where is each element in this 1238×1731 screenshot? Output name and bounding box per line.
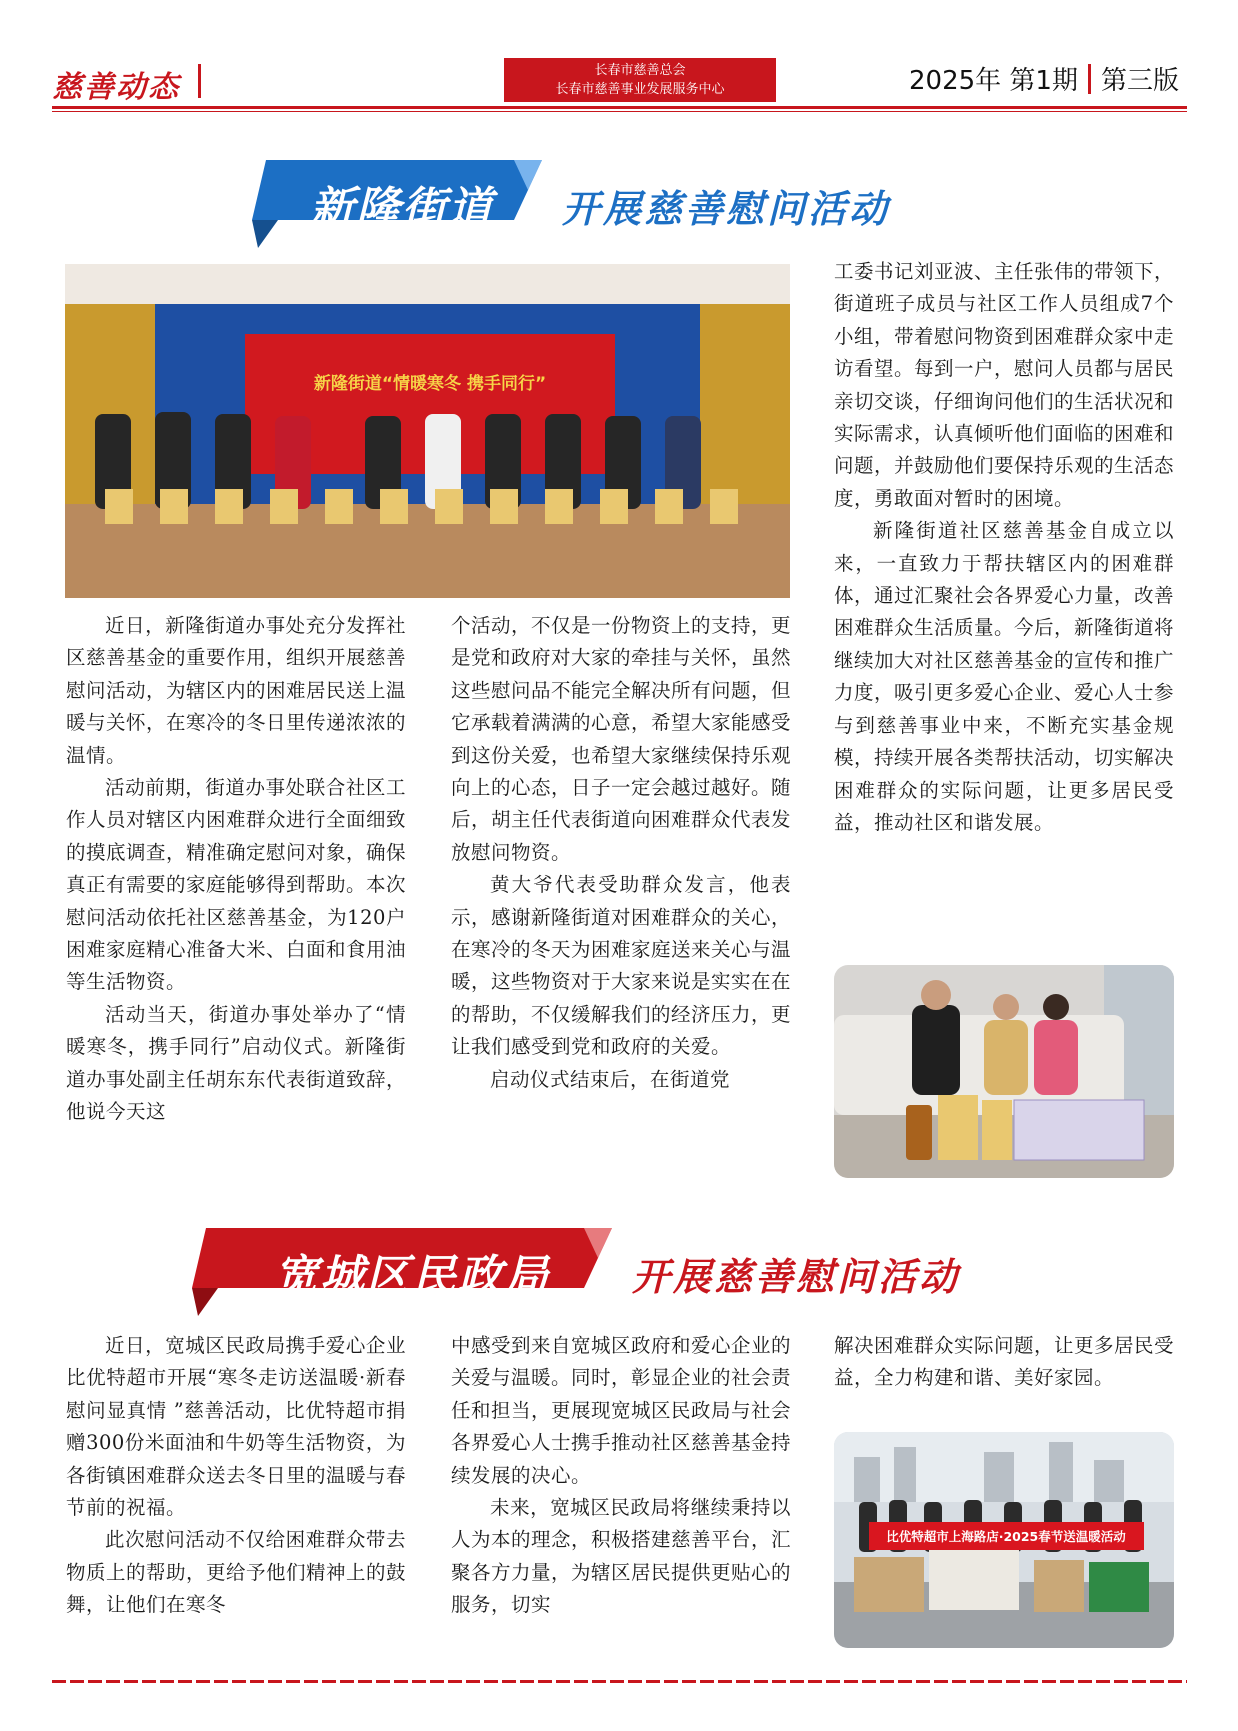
- ceremony-photo: [65, 264, 790, 598]
- stage-banner-text: 新隆街道“情暖寒冬 携手同行”: [313, 374, 547, 394]
- header-rule-thin: [52, 111, 1187, 112]
- paragraph: 黄大爷代表受助群众发言，他表示，感谢新隆街道对困难群众的关心，在寒冷的冬天为困难家庭送来关心与温暖，这些物资对于大家来说是实实在在的帮助，不仅缓解我们的经济压力，更让我们感受到党和政府的关爱。: [451, 873, 792, 1059]
- paragraph: 近日，宽城区民政局携手爱心企业比优特超市开展“寒冬走访送温暖·新春慰问显真情 ”慈善活动，比优特超市捐赠300份米面油和牛奶等生活物资，为各街镇困难群众送去冬日里的温暖与春节前的祝福。: [66, 1334, 407, 1520]
- paragraph-continued: 个活动，不仅是一份物资上的支持，更是党和政府对大家的牵挂与关怀，虽然这些慰问品不能完全解决所有问题，但它承载着满满的心意，希望大家能感受到这份关爱，也希望大家继续保持乐观向上的心态，日子一定会越过越好。随后，胡主任代表街道向困难群众代表发放慰问物资。: [451, 614, 792, 864]
- org-line-2: 长春市慈善事业发展服务中心: [555, 82, 725, 97]
- article1-column-1: [66, 610, 406, 1129]
- paragraph: 活动当天，街道办事处举办了“情暖寒冬，携手同行”启动仪式。新隆街道办事处副主任胡东东代表街道致辞，他说今天这: [66, 1002, 407, 1124]
- paragraph-continued: 解决困难群众实际问题，让更多居民受益，全力构建和谐、美好家园。: [834, 1334, 1175, 1390]
- paragraph: 未来，宽城区民政局将继续秉持以人为本的理念，积极搭建慈善平台，汇聚各方力量，为辖区居民提供更贴心的服务，切实: [451, 1496, 792, 1617]
- footer-rule: [52, 1680, 1187, 1683]
- edition-label: 第三版: [1100, 66, 1179, 96]
- article1-column-3: [834, 256, 1174, 839]
- paragraph: 活动前期，街道办事处联合社区工作人员对辖区内困难群众进行全面细致的摸底调查，精准确定慰问对象，确保真正有需要的家庭能够得到帮助。本次慰问活动依托社区慈善基金，为120户困难家庭精心准备大米、白面和食用油等生活物资。: [66, 776, 407, 994]
- masthead: [52, 58, 1187, 105]
- paragraph: 近日，新隆街道办事处充分发挥社区慈善基金的重要作用，组织开展慈善慰问活动，为辖区内的困难居民送上温暖与关怀，在寒冷的冬日里传递浓浓的温情。: [66, 614, 407, 767]
- article1-title: [252, 160, 1012, 250]
- org-line-1: 长春市慈善总会: [594, 63, 686, 78]
- home-visit-photo: [834, 965, 1174, 1178]
- article1-title-highlight: 新隆街道: [310, 183, 494, 234]
- article2-title: [192, 1228, 1092, 1318]
- paragraph: 此次慰问活动不仅给困难群众带去物质上的帮助，更给予他们精神上的鼓舞，让他们在寒冬: [66, 1528, 407, 1617]
- header-rule: [52, 106, 1187, 109]
- article1-column-2: [451, 610, 791, 1096]
- article2-column-2: [451, 1330, 791, 1622]
- article2-column-1: [66, 1330, 406, 1622]
- donation-photo: [834, 1432, 1174, 1648]
- issue-info: [909, 60, 1179, 97]
- organization-box: [504, 58, 776, 102]
- brand-logo: 慈善动态: [52, 70, 180, 105]
- issue-divider: [1088, 64, 1091, 94]
- paragraph-continued: 中感受到来自宽城区政府和爱心企业的关爱与温暖。同时，彰显企业的社会责任和担当，更展现宽城区民政局与社会各界爱心人士携手推动社区慈善基金持续发展的决心。: [451, 1334, 792, 1487]
- article2-title-highlight: 宽城区民政局: [274, 1251, 550, 1302]
- paragraph: 新隆街道社区慈善基金自成立以来，一直致力于帮扶辖区内的困难群体，通过汇聚社会各界爱心力量，改善困难群众生活质量。今后，新隆街道将继续加大对社区慈善基金的宣传和推广力度，吸引更多爱心企业、爱心人士参与到慈善事业中来，不断充实基金规模，持续开展各类帮扶活动，切实解决困难群众的实际问题，让更多居民受益，推动社区和谐发展。: [834, 519, 1175, 834]
- article2-title-rest: 开展慈善慰问活动: [632, 1255, 961, 1299]
- brand-divider: [198, 64, 201, 98]
- paragraph-continued: 工委书记刘亚波、主任张伟的带领下，街道班子成员与社区工作人员组成7个小组，带着慰问物资到困难群众家中走访看望。每到一户，慰问人员都与居民亲切交谈，仔细询问他们的生活状况和实际需求，认真倾听他们面临的困难和问题，并鼓励他们要保持乐观的生活态度，勇敢面对暂时的困境。: [834, 260, 1175, 510]
- issue-number: 2025年 第1期: [909, 66, 1078, 96]
- article2-column-3: [834, 1330, 1174, 1395]
- donation-banner-text: 比优特超市上海路店·2025春节送温暖活动: [886, 1529, 1126, 1544]
- article1-title-rest: 开展慈善慰问活动: [562, 187, 891, 231]
- article2-title-tab: [192, 1228, 612, 1306]
- article1-title-tab: [252, 160, 522, 238]
- paragraph: 启动仪式结束后，在街道党: [490, 1067, 731, 1091]
